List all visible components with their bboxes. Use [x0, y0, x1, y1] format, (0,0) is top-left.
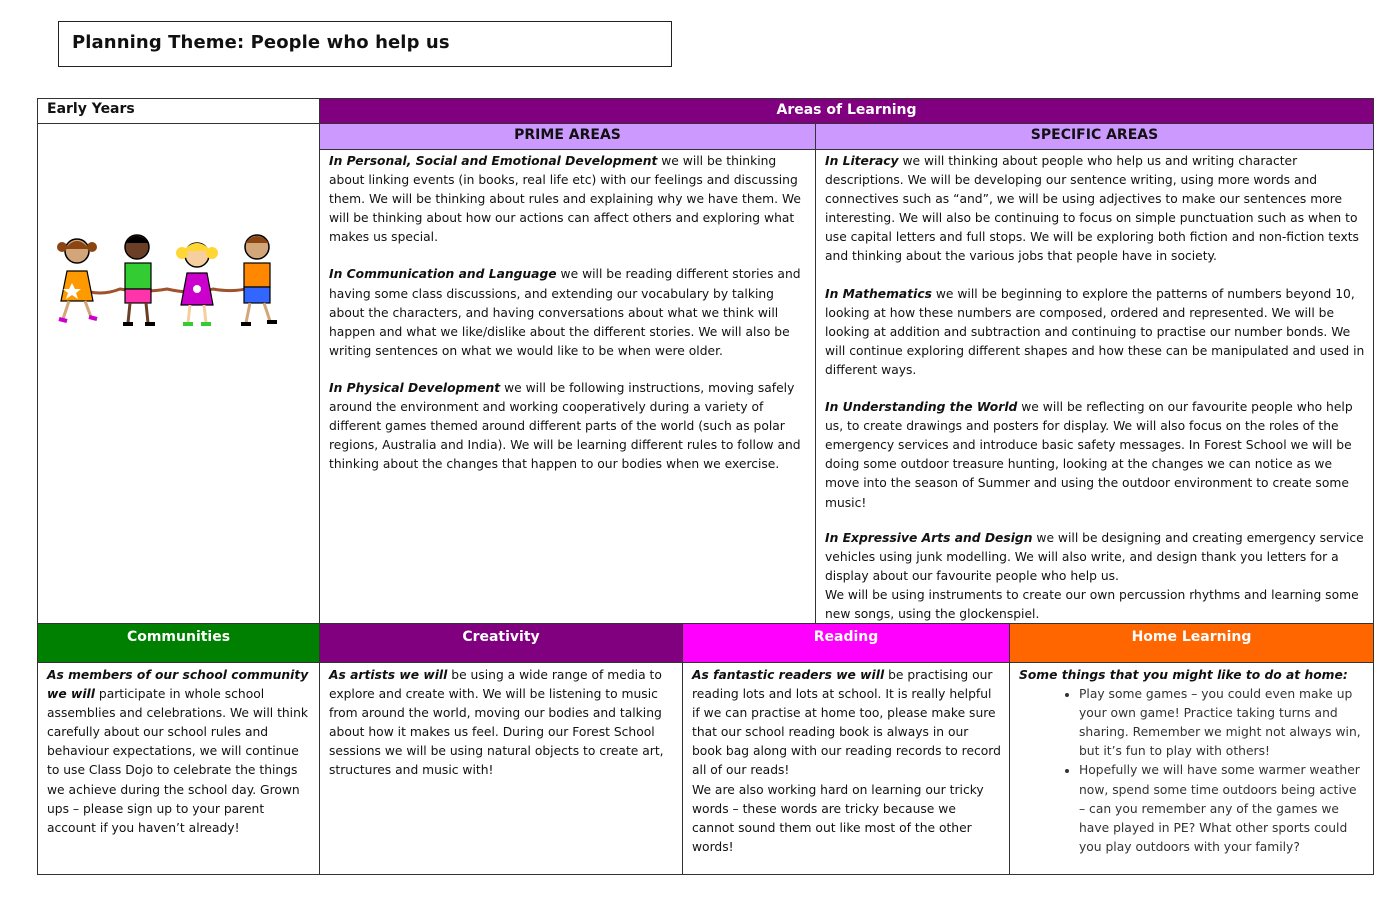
specific-literacy-text: we will thinking about people who help us and writing character descriptions. We will be developing our sentence writing, using more words and connectives such as “and”, we will be using adjectives to make our sentences more interesting. We will also be continuing to focus on simple punctuation such as when to use capital letters and full stops. We will be exploring both fiction and non-fiction texts and thinking about the various jobs that people have in society.	[825, 154, 1359, 264]
communities-header	[37, 623, 320, 663]
areas-header-label: Areas of Learning	[776, 102, 917, 118]
home-learning-label: Home Learning	[1131, 629, 1252, 645]
specific-literacy-lead: In Literacy	[825, 154, 899, 168]
home-learning-header	[1009, 623, 1374, 663]
creativity-lead: As artists we will	[329, 668, 448, 682]
title-box	[58, 21, 672, 67]
home-learning-list	[1019, 685, 1365, 857]
prime-areas-header	[319, 123, 816, 150]
home-learning-lead: Some things that you might like to do at home:	[1019, 668, 1348, 682]
prime-pd-text: we will be following instructions, moving safely around the environment and working cooperatively during a variety of different games themed around different parts of the world (such as polar regions, Australia and India). We will be learning different rules to follow and thinking about the changes that happen to our bodies when we exercise.	[329, 380, 801, 472]
home-learning-content	[1009, 662, 1374, 875]
reading-label: Reading	[813, 629, 879, 645]
creativity-content	[319, 662, 683, 875]
specific-utw-text: we will be reflecting on our favourite people who help us, to create drawings and posters for display. We will also focus on the roles of the emergency services and introduce basic safety messages. In Forest School we will be doing some outdoor treasure hunting, looking at the changes we can notice as we move into the season of Summer and using the outdoor environment to create some music!	[825, 400, 1353, 510]
specific-ead-lead: In Expressive Arts and Design	[825, 530, 1033, 545]
communities-label: Communities	[126, 629, 231, 645]
specific-utw	[825, 398, 1365, 513]
communities-lead: As members of our school community we will	[47, 668, 309, 702]
planning-grid	[37, 98, 1374, 875]
illustration-cell	[37, 123, 320, 624]
reading-extra: We are also working hard on learning our tricky words – these words are tricky because we cannot sound them out like most of the other words!	[692, 782, 984, 854]
early-years-label: Early Years	[47, 101, 135, 117]
page-title: Planning Theme: People who help us	[72, 32, 450, 53]
specific-ead-text: we will be designing and creating emergency service vehicles using junk modelling. We will also write, and design thank you letters for a display about our favourite people who help us.	[825, 530, 1364, 583]
specific-maths-lead: In Mathematics	[825, 286, 932, 301]
creativity-label: Creativity	[462, 629, 540, 645]
specific-areas-content	[815, 149, 1374, 624]
areas-header	[319, 98, 1374, 124]
reading-header	[682, 623, 1010, 663]
prime-cl-lead: In Communication and Language	[329, 267, 557, 282]
prime-psed	[329, 152, 807, 247]
reading-content	[682, 662, 1010, 875]
reading-text: be practising our reading lots and lots at school. It is really helpful if we can practise at home too, please make sure that our school reading book is always in our book bag along with our reading records to record all of our reads!	[692, 668, 1001, 778]
prime-cl-text: we will be reading different stories and having some class discussions, and extending our vocabulary by talking about the characters, and having conversations about what we think will happen and what we like/dislike about the different stories. We will also be writing sentences on what we would like to be when were older.	[329, 267, 801, 358]
prime-areas-content	[319, 149, 816, 624]
specific-areas-header	[815, 123, 1374, 150]
specific-areas-label: SPECIFIC AREAS	[1030, 127, 1159, 143]
specific-utw-lead: In Understanding the World	[825, 400, 1018, 415]
early-years-label-cell	[37, 98, 320, 124]
reading-lead: As fantastic readers we will	[692, 668, 885, 682]
list-item: • Play some games – you could even make up your own game! Practice taking turns and sharing. Remember we might not always win, but it’s fun to play with others!	[1079, 685, 1365, 761]
creativity-header	[319, 623, 683, 663]
creativity-text: be using a wide range of media to explore and create with. We will be listening to music from around the world, moving our bodies and talking about how it makes us feel. During our Forest School sessions we will be using natural objects to create art, structures and music with!	[329, 668, 664, 778]
specific-literacy	[825, 152, 1365, 267]
specific-ead-extra: We will be using instruments to create our own percussion rhythms and learning some new songs, using the glockenspiel.	[825, 587, 1359, 621]
specific-ead	[825, 529, 1365, 624]
specific-maths-text: we will be beginning to explore the patterns of numbers beyond 10, looking at how these numbers are composed, ordered and represented. We will be looking at addition and subtraction and continuing to practise our number bonds. We will continue exploring different shapes and how these can be manipulated and used in different ways.	[825, 286, 1365, 377]
prime-areas-label: PRIME AREAS	[514, 127, 621, 143]
children-holding-hands-icon	[45, 231, 285, 341]
specific-maths	[825, 285, 1365, 380]
prime-pd	[329, 379, 807, 474]
prime-cl	[329, 265, 807, 360]
prime-pd-lead: In Physical Development	[329, 380, 501, 395]
prime-psed-text: we will be thinking about linking events (in books, real life etc) with our feelings and discussing them. We will be thinking about rules and explaining why we have them. We will be thinking about how our actions can affect others and exploring what makes us special.	[329, 154, 801, 245]
prime-psed-lead: In Personal, Social and Emotional Development	[329, 154, 658, 168]
communities-content	[37, 662, 320, 875]
list-item: • Hopefully we will have some warmer weather now, spend some time outdoors being active – can you remember any of the games we have played in PE? What other sports could you play outdoors with your family?	[1079, 761, 1365, 856]
communities-text: participate in whole school assemblies and celebrations. We will think carefully about our school rules and behaviour expectations, we will continue to use Class Dojo to celebrate the things we achieve during the school day. Grown ups – please sign up to your parent account if you haven’t already!	[47, 687, 309, 835]
